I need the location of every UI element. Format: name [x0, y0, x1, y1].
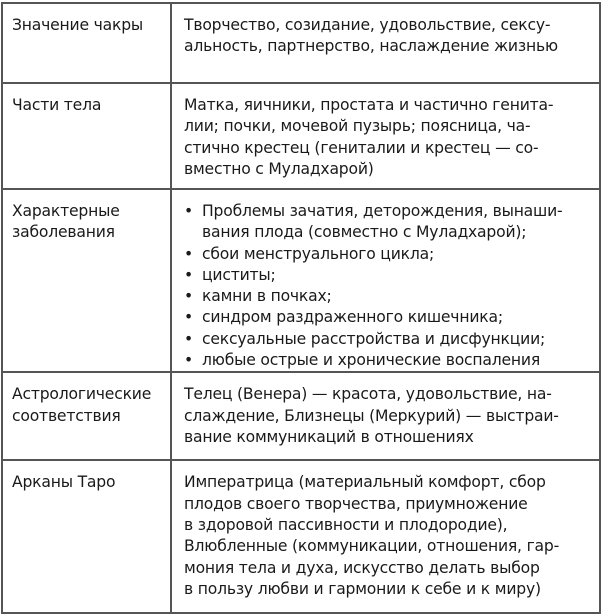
row-value	[171, 460, 600, 613]
label-line: Астрологические	[12, 385, 152, 404]
text-line: Творчество, созидание, удовольствие, сексу-	[184, 16, 551, 34]
text-line: Влюбленные (коммуникации, отношения, гар-	[184, 537, 560, 556]
bullet-item: • сексуальные расстройства и дисфункции;	[184, 329, 599, 350]
text-line: вания плода (совместно с Муладхарой);	[202, 223, 527, 242]
text-line: Матка, яичники, простата и частично генита-	[184, 96, 554, 114]
text-line: вание коммуникаций в отношениях	[184, 427, 474, 446]
text-line: Телец (Венера) — красота, удовольствие, на-	[184, 385, 552, 404]
label-line: Части тела	[12, 96, 102, 114]
text-line: слаждение, Близнецы (Меркурий) — выстраи-	[184, 406, 559, 425]
table-row	[2, 83, 600, 189]
row-value	[171, 189, 600, 372]
text-line: вместно с Муладхарой)	[184, 159, 374, 178]
label-line: соответствия	[12, 406, 121, 425]
row-label	[2, 372, 171, 460]
row-label	[2, 460, 171, 613]
bullet-item: • Проблемы зачатия, деторождения, вынаши-	[184, 201, 599, 222]
text-line: Императрица (материальный комфорт, сбор	[184, 473, 546, 492]
text-line: лии; почки, мочевой пузырь; поясница, ча-	[184, 117, 531, 136]
row-value	[171, 3, 600, 83]
table-row	[2, 3, 600, 83]
table-row	[2, 189, 600, 372]
row-label	[2, 83, 171, 189]
text-line: мония тела и духа, искусство делать выбор	[184, 558, 540, 577]
row-label	[2, 189, 171, 372]
bullet-item: • циститы;	[184, 265, 599, 286]
text-line: плодов своего творчества, приумножение	[184, 494, 528, 513]
text-line: стично крестец (гениталии и крестец — со-	[184, 138, 539, 157]
label-line: Характерные	[12, 202, 120, 220]
row-value	[171, 372, 600, 460]
chakra-table	[1, 2, 601, 614]
bullet-item: • камни в почках;	[184, 286, 599, 307]
row-label	[2, 3, 171, 83]
text-line: альность, партнерство, наслаждение жизнью	[184, 37, 558, 56]
bullet-item: • сбои менструального цикла;	[184, 244, 599, 265]
label-line: заболевания	[12, 223, 115, 242]
label-line: Арканы Таро	[12, 473, 116, 492]
table-row	[2, 372, 600, 460]
bullet-item: • синдром раздраженного кишечника;	[184, 307, 599, 328]
row-value	[171, 83, 600, 189]
bullet-item: • любые острые и хронические воспаления	[184, 350, 599, 371]
table-row	[2, 460, 600, 613]
label-line: Значение чакры	[12, 16, 144, 34]
text-line: в здоровой пассивности и плодородие),	[184, 515, 508, 534]
text-line: в пользу любви и гармонии к себе и к миру)	[184, 579, 541, 598]
